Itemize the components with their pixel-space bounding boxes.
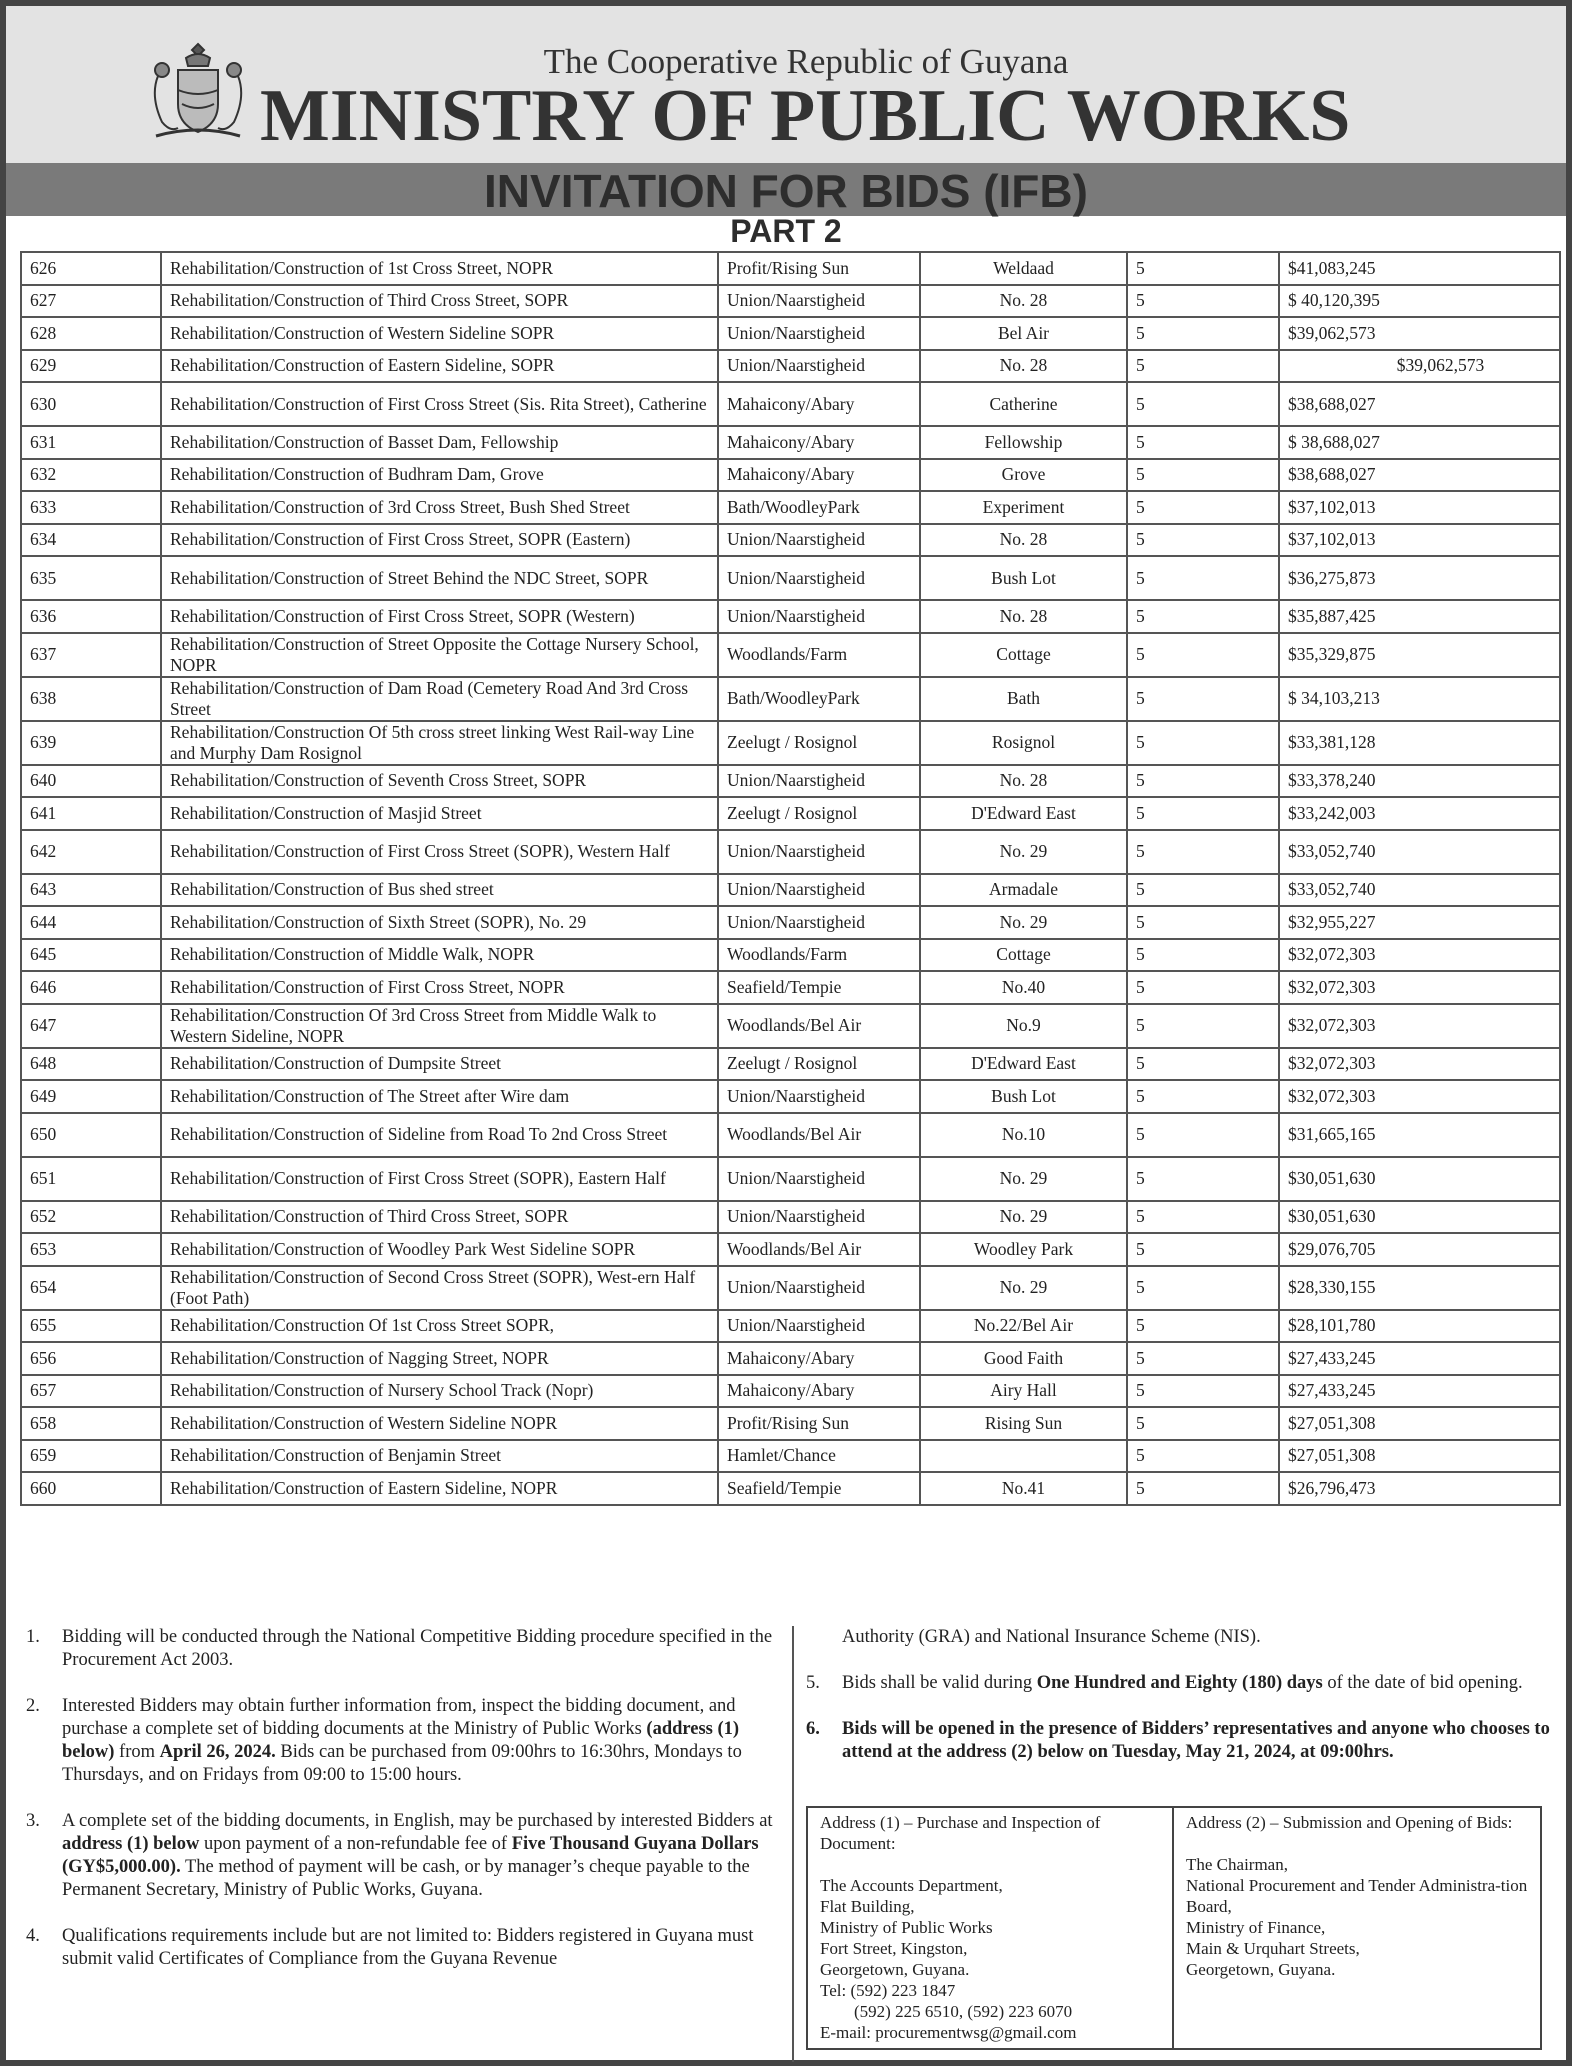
village-name bbox=[920, 1440, 1127, 1473]
village-name: Rising Sun bbox=[920, 1407, 1127, 1440]
table-row bbox=[21, 317, 1560, 350]
lot-number: 650 bbox=[21, 1113, 161, 1157]
village-name: No. 28 bbox=[920, 765, 1127, 798]
ndc-name: Union/Naarstigheid bbox=[718, 524, 920, 557]
lot-number: 635 bbox=[21, 556, 161, 600]
lot-number: 652 bbox=[21, 1201, 161, 1234]
duration-weeks: 5 bbox=[1127, 721, 1279, 765]
engineer-estimate: $38,688,027 bbox=[1279, 382, 1560, 426]
engineer-estimate: $26,796,473 bbox=[1279, 1472, 1560, 1505]
engineer-estimate: $33,052,740 bbox=[1279, 874, 1560, 907]
lot-number: 640 bbox=[21, 765, 161, 798]
engineer-estimate: $36,275,873 bbox=[1279, 556, 1560, 600]
lot-number: 632 bbox=[21, 459, 161, 492]
lot-number: 655 bbox=[21, 1310, 161, 1343]
address-1 bbox=[808, 1808, 1174, 2048]
duration-weeks: 5 bbox=[1127, 1375, 1279, 1408]
ndc-name: Union/Naarstigheid bbox=[718, 874, 920, 907]
duration-weeks: 5 bbox=[1127, 906, 1279, 939]
lot-description: Rehabilitation/Construction of Bus shed street bbox=[161, 874, 718, 907]
table-row bbox=[21, 971, 1560, 1004]
duration-weeks: 5 bbox=[1127, 797, 1279, 830]
engineer-estimate: $32,072,303 bbox=[1279, 1004, 1560, 1048]
ndc-name: Bath/WoodleyPark bbox=[718, 491, 920, 524]
table-row bbox=[21, 252, 1560, 285]
republic-heading: The Cooperative Republic of Guyana bbox=[543, 42, 1069, 81]
address-line: E-mail: procurementwsg@gmail.com bbox=[820, 2023, 1077, 2042]
lot-description: Rehabilitation/Construction of Sixth Street (SOPR), No. 29 bbox=[161, 906, 718, 939]
ndc-name: Woodlands/Bel Air bbox=[718, 1113, 920, 1157]
lot-description: Rehabilitation/Construction of Second Cross Street (SOPR), West-ern Half (Foot Path) bbox=[161, 1266, 718, 1310]
table-row bbox=[21, 524, 1560, 557]
engineer-estimate: $ 34,103,213 bbox=[1279, 677, 1560, 721]
table-row bbox=[21, 830, 1560, 874]
duration-weeks: 5 bbox=[1127, 1157, 1279, 1201]
duration-weeks: 5 bbox=[1127, 382, 1279, 426]
village-name: No. 28 bbox=[920, 600, 1127, 633]
lot-number: 633 bbox=[21, 491, 161, 524]
duration-weeks: 5 bbox=[1127, 491, 1279, 524]
duration-weeks: 5 bbox=[1127, 765, 1279, 798]
address-line: Tel: (592) 223 1847 bbox=[820, 1981, 956, 2000]
lot-number: 634 bbox=[21, 524, 161, 557]
engineer-estimate: $27,433,245 bbox=[1279, 1375, 1560, 1408]
table-row bbox=[21, 874, 1560, 907]
lot-number: 649 bbox=[21, 1080, 161, 1113]
lot-number: 639 bbox=[21, 721, 161, 765]
lot-number: 636 bbox=[21, 600, 161, 633]
lot-number: 654 bbox=[21, 1266, 161, 1310]
ndc-name: Mahaicony/Abary bbox=[718, 426, 920, 459]
note-3: 3. A complete set of the bidding documents, in English, may be purchased by interested Bidders at address (1) below upon payment of a non-refundable fee of Five Thousand Guyana Dollars (GY$5,000.00). The method of payment will be cash, or by manager’s cheque payable to the Permanent Secretary, Ministry of Public Works, Guyana. bbox=[26, 1811, 773, 1900]
lot-description: Rehabilitation/Construction of First Cross Street, NOPR bbox=[161, 971, 718, 1004]
engineer-estimate: $32,955,227 bbox=[1279, 906, 1560, 939]
ndc-name: Union/Naarstigheid bbox=[718, 1157, 920, 1201]
ndc-name: Zeelugt / Rosignol bbox=[718, 797, 920, 830]
lot-number: 658 bbox=[21, 1407, 161, 1440]
lot-number: 644 bbox=[21, 906, 161, 939]
village-name: Catherine bbox=[920, 382, 1127, 426]
duration-weeks: 5 bbox=[1127, 1080, 1279, 1113]
lot-number: 647 bbox=[21, 1004, 161, 1048]
table-row bbox=[21, 1310, 1560, 1343]
duration-weeks: 5 bbox=[1127, 252, 1279, 285]
ndc-name: Woodlands/Farm bbox=[718, 939, 920, 972]
lot-number: 653 bbox=[21, 1233, 161, 1266]
note-2: 2. Interested Bidders may obtain further information from, inspect the bidding document, and purchase a complete set of bidding documents at the Ministry of Public Works (address (1) below) from April 26, 2024. Bids can be purchased from 09:00hrs to 16:30hrs, Mondays to Thursdays, and on Fridays from 09:00 to 15:00 hours. bbox=[26, 1696, 742, 1785]
address-line: Georgetown, Guyana. bbox=[1186, 1960, 1336, 1979]
engineer-estimate: $33,052,740 bbox=[1279, 830, 1560, 874]
lot-description: Rehabilitation/Construction of Sideline from Road To 2nd Cross Street bbox=[161, 1113, 718, 1157]
ndc-name: Seafield/Tempie bbox=[718, 1472, 920, 1505]
table-row bbox=[21, 426, 1560, 459]
lot-number: 642 bbox=[21, 830, 161, 874]
bids-table bbox=[20, 251, 1561, 1506]
notes-left-column bbox=[26, 1626, 778, 1971]
address-line: (592) 225 6510, (592) 223 6070 bbox=[820, 2002, 1073, 2021]
duration-weeks: 5 bbox=[1127, 350, 1279, 383]
lot-description: Rehabilitation/Construction of Third Cross Street, SOPR bbox=[161, 1201, 718, 1234]
engineer-estimate: $41,083,245 bbox=[1279, 252, 1560, 285]
lot-number: 648 bbox=[21, 1048, 161, 1081]
lot-number: 627 bbox=[21, 285, 161, 318]
note-4: 4. Qualifications requirements include but are not limited to: Bidders registered in Guyana must submit valid Certificates of Compliance from the Guyana Revenue bbox=[26, 1926, 754, 1969]
engineer-estimate: $35,887,425 bbox=[1279, 600, 1560, 633]
ndc-name: Profit/Rising Sun bbox=[718, 1407, 920, 1440]
engineer-estimate: $28,330,155 bbox=[1279, 1266, 1560, 1310]
lot-description: Rehabilitation/Construction of First Cross Street, SOPR (Eastern) bbox=[161, 524, 718, 557]
village-name: Good Faith bbox=[920, 1342, 1127, 1375]
village-name: Woodley Park bbox=[920, 1233, 1127, 1266]
lot-number: 645 bbox=[21, 939, 161, 972]
village-name: Experiment bbox=[920, 491, 1127, 524]
lot-description: Rehabilitation/Construction of Western Sideline NOPR bbox=[161, 1407, 718, 1440]
table-row bbox=[21, 1472, 1560, 1505]
ndc-name: Profit/Rising Sun bbox=[718, 252, 920, 285]
lot-number: 660 bbox=[21, 1472, 161, 1505]
lot-description: Rehabilitation/Construction of Masjid Street bbox=[161, 797, 718, 830]
table-row bbox=[21, 556, 1560, 600]
village-name: No. 29 bbox=[920, 1266, 1127, 1310]
ndc-name: Union/Naarstigheid bbox=[718, 600, 920, 633]
village-name: Rosignol bbox=[920, 721, 1127, 765]
table-row bbox=[21, 1266, 1560, 1310]
village-name: Bel Air bbox=[920, 317, 1127, 350]
lot-number: 656 bbox=[21, 1342, 161, 1375]
engineer-estimate: $33,378,240 bbox=[1279, 765, 1560, 798]
address-2 bbox=[1174, 1808, 1540, 2048]
engineer-estimate: $ 38,688,027 bbox=[1279, 426, 1560, 459]
lot-number: 630 bbox=[21, 382, 161, 426]
address-line: Ministry of Public Works bbox=[820, 1918, 993, 1937]
lot-description: Rehabilitation/Construction of Dumpsite Street bbox=[161, 1048, 718, 1081]
table-row bbox=[21, 797, 1560, 830]
ndc-name: Union/Naarstigheid bbox=[718, 350, 920, 383]
duration-weeks: 5 bbox=[1127, 1310, 1279, 1343]
village-name: No.22/Bel Air bbox=[920, 1310, 1127, 1343]
village-name: Airy Hall bbox=[920, 1375, 1127, 1408]
lot-number: 643 bbox=[21, 874, 161, 907]
ifb-title: INVITATION FOR BIDS (IFB) bbox=[484, 165, 1088, 217]
ndc-name: Zeelugt / Rosignol bbox=[718, 1048, 920, 1081]
address-line: National Procurement and Tender Administra-tion Board, bbox=[1186, 1876, 1532, 1916]
table-row bbox=[21, 1440, 1560, 1473]
village-name: No. 28 bbox=[920, 285, 1127, 318]
lot-description: Rehabilitation/Construction of Nagging Street, NOPR bbox=[161, 1342, 718, 1375]
duration-weeks: 5 bbox=[1127, 1440, 1279, 1473]
table-row bbox=[21, 491, 1560, 524]
table-row bbox=[21, 906, 1560, 939]
duration-weeks: 5 bbox=[1127, 939, 1279, 972]
ndc-name: Union/Naarstigheid bbox=[718, 765, 920, 798]
note-5: 5. Bids shall be valid during One Hundred and Eighty (180) days of the date of bid opening. bbox=[806, 1673, 1523, 1693]
engineer-estimate: $30,051,630 bbox=[1279, 1157, 1560, 1201]
table-row bbox=[21, 1004, 1560, 1048]
ndc-name: Union/Naarstigheid bbox=[718, 317, 920, 350]
lot-description: Rehabilitation/Construction of First Cross Street (SOPR), Eastern Half bbox=[161, 1157, 718, 1201]
duration-weeks: 5 bbox=[1127, 1266, 1279, 1310]
duration-weeks: 5 bbox=[1127, 1201, 1279, 1234]
village-name: Cottage bbox=[920, 939, 1127, 972]
lot-description: Rehabilitation/Construction of The Street after Wire dam bbox=[161, 1080, 718, 1113]
village-name: Bush Lot bbox=[920, 556, 1127, 600]
village-name: No.40 bbox=[920, 971, 1127, 1004]
table-row bbox=[21, 1048, 1560, 1081]
address-line: Flat Building, bbox=[820, 1897, 915, 1916]
lot-description: Rehabilitation/Construction of Third Cross Street, SOPR bbox=[161, 285, 718, 318]
lot-description: Rehabilitation/Construction of Budhram Dam, Grove bbox=[161, 459, 718, 492]
village-name: No. 29 bbox=[920, 1201, 1127, 1234]
lot-number: 626 bbox=[21, 252, 161, 285]
engineer-estimate: $29,076,705 bbox=[1279, 1233, 1560, 1266]
duration-weeks: 5 bbox=[1127, 830, 1279, 874]
duration-weeks: 5 bbox=[1127, 1233, 1279, 1266]
table-row bbox=[21, 1342, 1560, 1375]
part-heading: PART 2 bbox=[730, 213, 842, 249]
lot-number: 631 bbox=[21, 426, 161, 459]
engineer-estimate: $32,072,303 bbox=[1279, 1048, 1560, 1081]
notes-right-column bbox=[806, 1626, 1556, 1764]
lot-description: Rehabilitation/Construction of Western Sideline SOPR bbox=[161, 317, 718, 350]
duration-weeks: 5 bbox=[1127, 426, 1279, 459]
lot-description: Rehabilitation/Construction Of 1st Cross Street SOPR, bbox=[161, 1310, 718, 1343]
engineer-estimate: $27,051,308 bbox=[1279, 1440, 1560, 1473]
engineer-estimate: $37,102,013 bbox=[1279, 491, 1560, 524]
village-name: Armadale bbox=[920, 874, 1127, 907]
lot-description: Rehabilitation/Construction of First Cross Street (Sis. Rita Street), Catherine bbox=[161, 382, 718, 426]
lot-number: 637 bbox=[21, 633, 161, 677]
duration-weeks: 5 bbox=[1127, 1113, 1279, 1157]
ndc-name: Mahaicony/Abary bbox=[718, 1342, 920, 1375]
lot-description: Rehabilitation/Construction of Eastern Sideline, NOPR bbox=[161, 1472, 718, 1505]
village-name: Bath bbox=[920, 677, 1127, 721]
village-name: D'Edward East bbox=[920, 797, 1127, 830]
duration-weeks: 5 bbox=[1127, 317, 1279, 350]
table-row bbox=[21, 765, 1560, 798]
lot-description: Rehabilitation/Construction of 1st Cross Street, NOPR bbox=[161, 252, 718, 285]
note-1: 1. Bidding will be conducted through the National Competitive Bidding procedure specified in the Procurement Act 2003. bbox=[26, 1627, 773, 1670]
lot-description: Rehabilitation/Construction Of 5th cross street linking West Rail-way Line and Murphy Dam Rosignol bbox=[161, 721, 718, 765]
note-6: 6. Bids will be opened in the presence of Bidders’ representatives and anyone who chooses to attend at the address (2) below on Tuesday, May 21, 2024, at 09:00hrs. bbox=[806, 1719, 1550, 1762]
lot-description: Rehabilitation/Construction of 3rd Cross Street, Bush Shed Street bbox=[161, 491, 718, 524]
duration-weeks: 5 bbox=[1127, 874, 1279, 907]
village-name: No. 29 bbox=[920, 1157, 1127, 1201]
lot-number: 646 bbox=[21, 971, 161, 1004]
address-2-heading: Address (2) – Submission and Opening of Bids: bbox=[1186, 1813, 1513, 1832]
village-name: Grove bbox=[920, 459, 1127, 492]
table-row bbox=[21, 1157, 1560, 1201]
table-row bbox=[21, 1233, 1560, 1266]
village-name: No. 29 bbox=[920, 830, 1127, 874]
duration-weeks: 5 bbox=[1127, 556, 1279, 600]
engineer-estimate: $33,381,128 bbox=[1279, 721, 1560, 765]
engineer-estimate: $37,102,013 bbox=[1279, 524, 1560, 557]
lot-number: 638 bbox=[21, 677, 161, 721]
ndc-name: Woodlands/Bel Air bbox=[718, 1004, 920, 1048]
address-line: The Accounts Department, bbox=[820, 1876, 1003, 1895]
table-row bbox=[21, 633, 1560, 677]
lot-description: Rehabilitation/Construction of First Cross Street, SOPR (Western) bbox=[161, 600, 718, 633]
engineer-estimate: $27,051,308 bbox=[1279, 1407, 1560, 1440]
address-line: Ministry of Finance, bbox=[1186, 1918, 1326, 1937]
lot-number: 641 bbox=[21, 797, 161, 830]
duration-weeks: 5 bbox=[1127, 285, 1279, 318]
engineer-estimate: $ 40,120,395 bbox=[1279, 285, 1560, 318]
table-row bbox=[21, 1375, 1560, 1408]
table-row bbox=[21, 1201, 1560, 1234]
duration-weeks: 5 bbox=[1127, 1004, 1279, 1048]
table-row bbox=[21, 382, 1560, 426]
lot-description: Rehabilitation/Construction of Benjamin Street bbox=[161, 1440, 718, 1473]
table-row bbox=[21, 600, 1560, 633]
lot-description: Rehabilitation/Construction of Street Behind the NDC Street, SOPR bbox=[161, 556, 718, 600]
table-row bbox=[21, 285, 1560, 318]
column-divider bbox=[792, 1626, 794, 2062]
engineer-estimate: $32,072,303 bbox=[1279, 971, 1560, 1004]
table-row bbox=[21, 459, 1560, 492]
village-name: No. 29 bbox=[920, 906, 1127, 939]
engineer-estimate: $39,062,573 bbox=[1279, 350, 1560, 383]
ndc-name: Zeelugt / Rosignol bbox=[718, 721, 920, 765]
lot-description: Rehabilitation/Construction of Seventh Cross Street, SOPR bbox=[161, 765, 718, 798]
duration-weeks: 5 bbox=[1127, 633, 1279, 677]
engineer-estimate: $27,433,245 bbox=[1279, 1342, 1560, 1375]
ministry-heading: MINISTRY OF PUBLIC WORKS bbox=[260, 75, 1351, 157]
village-name: Cottage bbox=[920, 633, 1127, 677]
table-row bbox=[21, 939, 1560, 972]
lot-number: 628 bbox=[21, 317, 161, 350]
lot-description: Rehabilitation/Construction of Street Opposite the Cottage Nursery School, NOPR bbox=[161, 633, 718, 677]
village-name: Weldaad bbox=[920, 252, 1127, 285]
duration-weeks: 5 bbox=[1127, 1407, 1279, 1440]
ndc-name: Seafield/Tempie bbox=[718, 971, 920, 1004]
engineer-estimate: $35,329,875 bbox=[1279, 633, 1560, 677]
lot-description: Rehabilitation/Construction of Nursery School Track (Nopr) bbox=[161, 1375, 718, 1408]
lot-number: 629 bbox=[21, 350, 161, 383]
engineer-estimate: $39,062,573 bbox=[1279, 317, 1560, 350]
lot-description: Rehabilitation/Construction Of 3rd Cross Street from Middle Walk to Western Sideline, NOPR bbox=[161, 1004, 718, 1048]
ndc-name: Union/Naarstigheid bbox=[718, 285, 920, 318]
ndc-name: Bath/WoodleyPark bbox=[718, 677, 920, 721]
lot-description: Rehabilitation/Construction of Basset Dam, Fellowship bbox=[161, 426, 718, 459]
table-row bbox=[21, 350, 1560, 383]
ndc-name: Woodlands/Bel Air bbox=[718, 1233, 920, 1266]
engineer-estimate: $28,101,780 bbox=[1279, 1310, 1560, 1343]
lot-description: Rehabilitation/Construction of Woodley Park West Sideline SOPR bbox=[161, 1233, 718, 1266]
ndc-name: Hamlet/Chance bbox=[718, 1440, 920, 1473]
engineer-estimate: $32,072,303 bbox=[1279, 1080, 1560, 1113]
lot-number: 657 bbox=[21, 1375, 161, 1408]
address-line: The Chairman, bbox=[1186, 1855, 1288, 1874]
village-name: D'Edward East bbox=[920, 1048, 1127, 1081]
ndc-name: Union/Naarstigheid bbox=[718, 830, 920, 874]
duration-weeks: 5 bbox=[1127, 600, 1279, 633]
ndc-name: Union/Naarstigheid bbox=[718, 1266, 920, 1310]
village-name: Bush Lot bbox=[920, 1080, 1127, 1113]
lot-description: Rehabilitation/Construction of Dam Road (Cemetery Road And 3rd Cross Street bbox=[161, 677, 718, 721]
ndc-name: Mahaicony/Abary bbox=[718, 1375, 920, 1408]
engineer-estimate: $30,051,630 bbox=[1279, 1201, 1560, 1234]
duration-weeks: 5 bbox=[1127, 1472, 1279, 1505]
address-line: Georgetown, Guyana. bbox=[820, 1960, 970, 1979]
lot-number: 659 bbox=[21, 1440, 161, 1473]
village-name: No.41 bbox=[920, 1472, 1127, 1505]
duration-weeks: 5 bbox=[1127, 1048, 1279, 1081]
village-name: No. 28 bbox=[920, 524, 1127, 557]
ndc-name: Mahaicony/Abary bbox=[718, 382, 920, 426]
duration-weeks: 5 bbox=[1127, 459, 1279, 492]
table-row bbox=[21, 721, 1560, 765]
village-name: No.10 bbox=[920, 1113, 1127, 1157]
engineer-estimate: $31,665,165 bbox=[1279, 1113, 1560, 1157]
village-name: No. 28 bbox=[920, 350, 1127, 383]
ndc-name: Union/Naarstigheid bbox=[718, 1201, 920, 1234]
address-box bbox=[806, 1806, 1542, 2050]
duration-weeks: 5 bbox=[1127, 677, 1279, 721]
note-4-continued: Authority (GRA) and National Insurance Scheme (NIS). bbox=[842, 1627, 1261, 1647]
table-row bbox=[21, 677, 1560, 721]
lot-number: 651 bbox=[21, 1157, 161, 1201]
village-name: No.9 bbox=[920, 1004, 1127, 1048]
duration-weeks: 5 bbox=[1127, 1342, 1279, 1375]
ndc-name: Union/Naarstigheid bbox=[718, 1080, 920, 1113]
engineer-estimate: $38,688,027 bbox=[1279, 459, 1560, 492]
lot-description: Rehabilitation/Construction of Middle Walk, NOPR bbox=[161, 939, 718, 972]
address-line: Fort Street, Kingston, bbox=[820, 1939, 968, 1958]
duration-weeks: 5 bbox=[1127, 524, 1279, 557]
table-row bbox=[21, 1113, 1560, 1157]
ndc-name: Union/Naarstigheid bbox=[718, 906, 920, 939]
ndc-name: Union/Naarstigheid bbox=[718, 1310, 920, 1343]
ndc-name: Mahaicony/Abary bbox=[718, 459, 920, 492]
engineer-estimate: $32,072,303 bbox=[1279, 939, 1560, 972]
table-row bbox=[21, 1407, 1560, 1440]
address-1-heading: Address (1) – Purchase and Inspection of Document: bbox=[820, 1813, 1101, 1853]
village-name: Fellowship bbox=[920, 426, 1127, 459]
duration-weeks: 5 bbox=[1127, 971, 1279, 1004]
table-row bbox=[21, 1080, 1560, 1113]
ndc-name: Union/Naarstigheid bbox=[718, 556, 920, 600]
ndc-name: Woodlands/Farm bbox=[718, 633, 920, 677]
engineer-estimate: $33,242,003 bbox=[1279, 797, 1560, 830]
address-line: Main & Urquhart Streets, bbox=[1186, 1939, 1360, 1958]
lot-description: Rehabilitation/Construction of Eastern Sideline, SOPR bbox=[161, 350, 718, 383]
lot-description: Rehabilitation/Construction of First Cross Street (SOPR), Western Half bbox=[161, 830, 718, 874]
